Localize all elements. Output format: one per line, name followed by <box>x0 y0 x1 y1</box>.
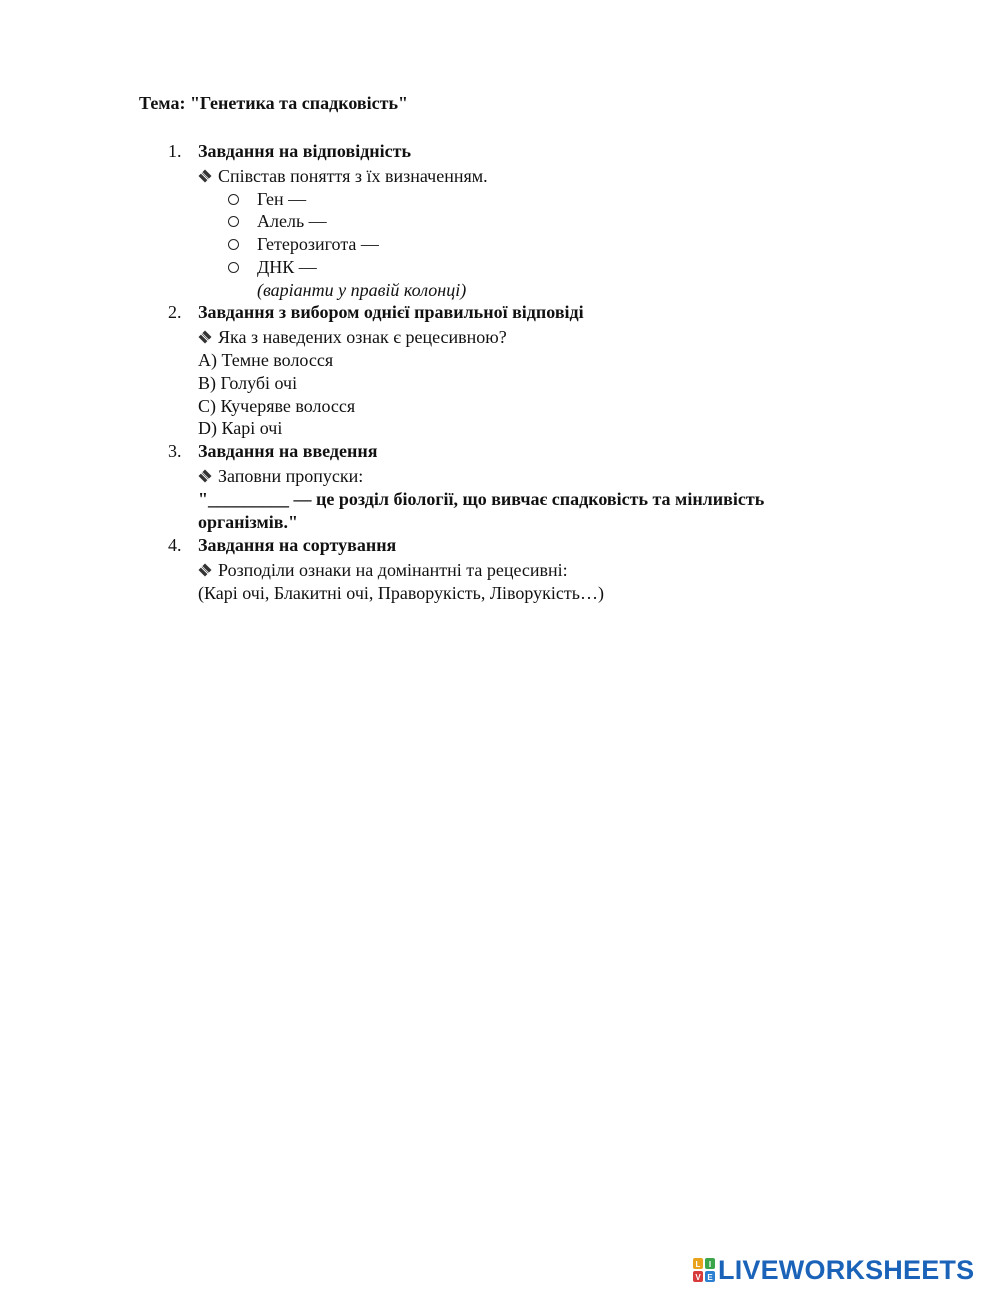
answer-option: D) Карі очі <box>198 418 283 438</box>
liveworksheets-logo-icon <box>693 1258 715 1282</box>
task-heading: Завдання на введення <box>198 441 378 461</box>
fill-in-sentence-line2: організмів." <box>198 512 299 532</box>
diamond-bullet-icon <box>198 469 212 483</box>
svg-text:L: L <box>695 1260 701 1269</box>
task-prompt-text: Яка з наведених ознак є рецесивною? <box>218 327 507 347</box>
diamond-bullet-icon <box>198 563 212 577</box>
diamond-bullet-icon <box>198 330 212 344</box>
circle-bullet-icon <box>228 256 239 278</box>
page-title: Тема: "Генетика та спадковість" <box>139 93 408 113</box>
task-number: 4. <box>168 535 182 555</box>
circle-bullet-icon <box>228 188 239 210</box>
liveworksheets-logo <box>693 1256 974 1284</box>
task-prompt <box>198 559 568 581</box>
task-prompt-text: Заповни пропуски: <box>218 466 364 486</box>
term-item: Алель — <box>257 211 327 231</box>
task-heading: Завдання з вибором однієї правильної відповіді <box>198 302 584 322</box>
term-item: ДНК — <box>257 257 317 277</box>
circle-bullet-icon <box>228 210 239 232</box>
svg-text:V: V <box>695 1273 701 1282</box>
term-item: Ген — <box>257 189 307 209</box>
task-prompt <box>198 326 507 348</box>
svg-text:I: I <box>708 1260 712 1269</box>
sort-items: (Карі очі, Блакитні очі, Праворукість, Ліворукість…) <box>198 583 604 603</box>
task-prompt-text: Співстав поняття з їх визначенням. <box>218 166 488 186</box>
task-heading: Завдання на відповідність <box>198 141 412 161</box>
diamond-bullet-icon <box>198 169 212 183</box>
task-number: 2. <box>168 302 182 322</box>
task-prompt-text: Розподіли ознаки на домінантні та рецесивні: <box>218 560 568 580</box>
task-prompt <box>198 165 488 187</box>
task-number: 3. <box>168 441 182 461</box>
task-heading: Завдання на сортування <box>198 535 397 555</box>
fill-in-sentence-line1: "_________ — це розділ біології, що вивчає спадковість та мінливість <box>198 489 765 509</box>
answer-option: A) Темне волосся <box>198 350 334 370</box>
liveworksheets-logo-text: LIVEWORKSHEETS <box>718 1254 975 1285</box>
answer-option: C) Кучеряве волосся <box>198 396 356 416</box>
svg-text:E: E <box>707 1273 713 1282</box>
task-number: 1. <box>168 141 182 161</box>
task-prompt <box>198 465 363 487</box>
answer-option: B) Голубі очі <box>198 373 298 393</box>
circle-bullet-icon <box>228 233 239 255</box>
task-note: (варіанти у правій колонці) <box>257 280 467 300</box>
term-item: Гетерозигота — <box>257 234 379 254</box>
